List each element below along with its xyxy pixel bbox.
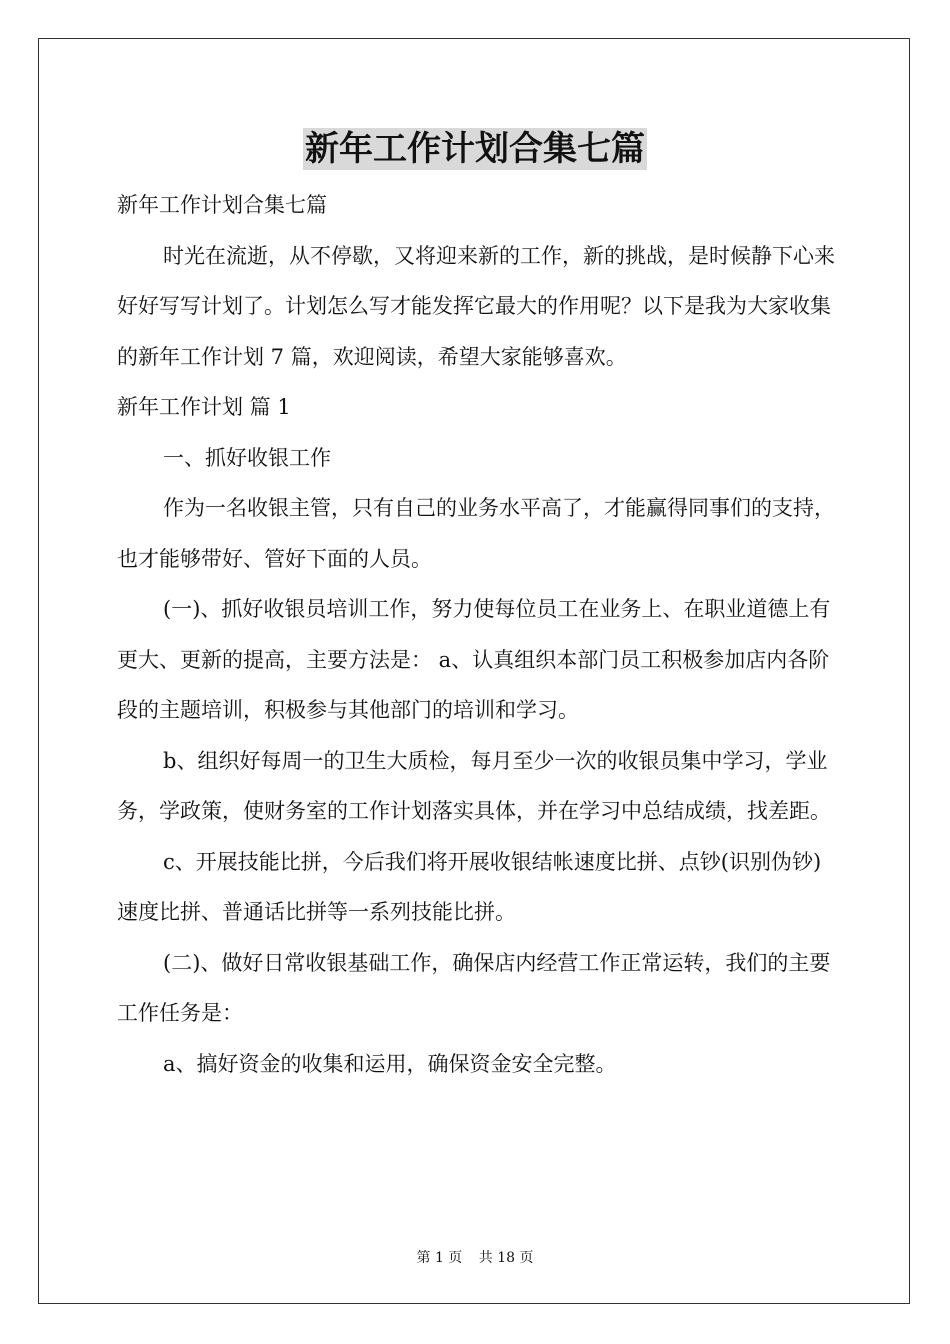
document-title: 新年工作计划合集七篇 [305,129,645,169]
page-total: 共 18 页 [478,1250,534,1266]
paragraph: (二)、做好日常收银基础工作，确保店内经营工作正常运转，我们的主要工作任务是： [117,950,831,1025]
paragraph: b、组织好每周一的卫生大质检，每月至少一次的收银员集中学习，学业务，学政策，使财务室的工作计划落实具体，并在学习中总结成绩，找差距。 [117,748,831,823]
section-heading: 新年工作计划 篇 1 [117,395,291,419]
title-wrap [0,128,950,170]
paragraph: (一)、抓好收银员培训工作，努力使每位员工在业务上、在职业道德上有更大、更新的提高，主要方法是： a、认真组织本部门员工积极参加店内各阶段的主题培训，积极参与其他部门的培训和学习。 [117,597,831,722]
page-footer [0,1247,950,1267]
paragraph: a、搞好资金的收集和运用，确保资金安全完整。 [163,1051,617,1076]
subsection-heading: 一、抓好收银工作 [163,445,331,470]
paragraph: 作为一名收银主管，只有自己的业务水平高了，才能赢得同事们的支持，也才能够带好、管好下面的人员。 [117,496,835,571]
page-number: 第 1 页 [416,1250,463,1266]
paragraph-subtitle: 新年工作计划合集七篇 [117,193,327,217]
paragraph-intro: 时光在流逝，从不停歇，又将迎来新的工作，新的挑战，是时候静下心来好好写写计划了。计划怎么写才能发挥它最大的作用呢？以下是我为大家收集的新年工作计划 7 篇，欢迎阅读，希望大家能够喜欢。 [117,243,835,369]
document-body [117,180,837,1089]
paragraph: c、开展技能比拼，今后我们将开展收银结帐速度比拼、点钞(识别伪钞)速度比拼、普通话比拼等一系列技能比拼。 [117,849,822,924]
